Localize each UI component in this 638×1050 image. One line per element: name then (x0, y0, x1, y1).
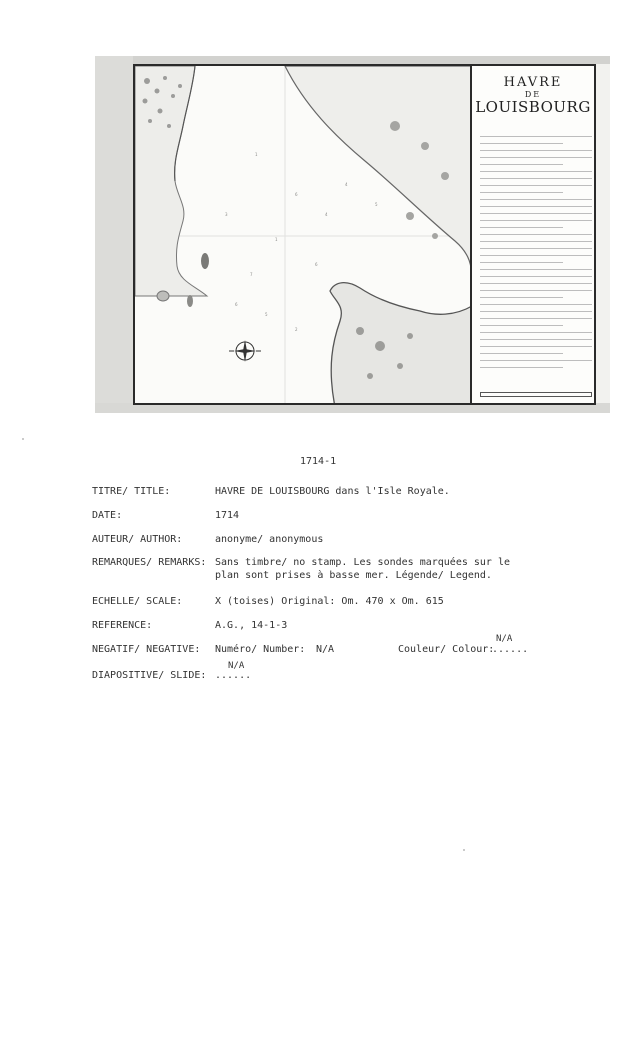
island-3 (187, 295, 193, 307)
svg-text:2: 2 (295, 327, 298, 332)
legend-handwritten-lines (474, 130, 592, 368)
title-value: HAVRE DE LOUISBOURG dans l'Isle Royale. (215, 486, 450, 497)
svg-text:1: 1 (275, 237, 278, 242)
map-title-line-1: HAVRE (503, 75, 563, 90)
reference-label: REFERENCE: (92, 620, 153, 631)
island-1 (201, 253, 209, 269)
island-2 (157, 291, 169, 301)
compass-rose (229, 340, 261, 362)
map-title-cartouche (474, 76, 592, 115)
negative-label: NEGATIF/ NEGATIVE: (92, 644, 201, 655)
svg-text:6: 6 (235, 302, 238, 307)
slide-label: DIAPOSITIVE/ SLIDE: (92, 670, 207, 681)
remarks-value-line-2: plan sont prises à basse mer. Légende/ Legend. (215, 570, 492, 581)
date-label: DATE: (92, 510, 123, 521)
svg-text:6: 6 (295, 192, 298, 197)
title-label: TITRE/ TITLE: (92, 486, 171, 497)
colour-value: N/A (496, 634, 513, 644)
map-scale-bar (480, 392, 592, 397)
scale-label: ECHELLE/ SCALE: (92, 596, 183, 607)
scale-value: X (toises) Original: Om. 470 x Om. 615 (215, 596, 444, 607)
scan-speck (463, 849, 465, 851)
svg-text:6: 6 (315, 262, 318, 267)
author-label: AUTEUR/ AUTHOR: (92, 534, 183, 545)
slide-dots: ...... (215, 670, 252, 681)
catalog-number: 1714-1 (300, 456, 337, 467)
svg-text:4: 4 (325, 212, 328, 217)
remarks-label: REMARQUES/ REMARKS: (92, 557, 207, 568)
negative-number-label: Numéro/ Number: (215, 644, 306, 655)
scan-speck (22, 438, 24, 440)
map-title-line-2: DE (524, 90, 542, 99)
photo-edge-left (95, 56, 133, 413)
slide-value: N/A (228, 661, 245, 671)
svg-text:7: 7 (250, 272, 253, 277)
reference-value: A.G., 14-1-3 (215, 620, 288, 631)
svg-text:3: 3 (225, 212, 228, 217)
date-value: 1714 (215, 510, 240, 521)
svg-text:4: 4 (345, 182, 348, 187)
colour-dots: ...... (492, 644, 529, 655)
negative-number-value: N/A (316, 644, 335, 655)
remarks-value-line-1: Sans timbre/ no stamp. Les sondes marquées sur le (215, 557, 511, 568)
svg-text:5: 5 (265, 312, 268, 317)
map-title-line-3: LOUISBOURG (475, 98, 591, 116)
south-peninsula (330, 283, 472, 405)
svg-text:1: 1 (255, 152, 258, 157)
svg-text:5: 5 (375, 202, 378, 207)
author-value: anonyme/ anonymous (215, 534, 324, 545)
photo-edge-top (95, 56, 610, 64)
colour-label: Couleur/ Colour: (398, 644, 495, 655)
